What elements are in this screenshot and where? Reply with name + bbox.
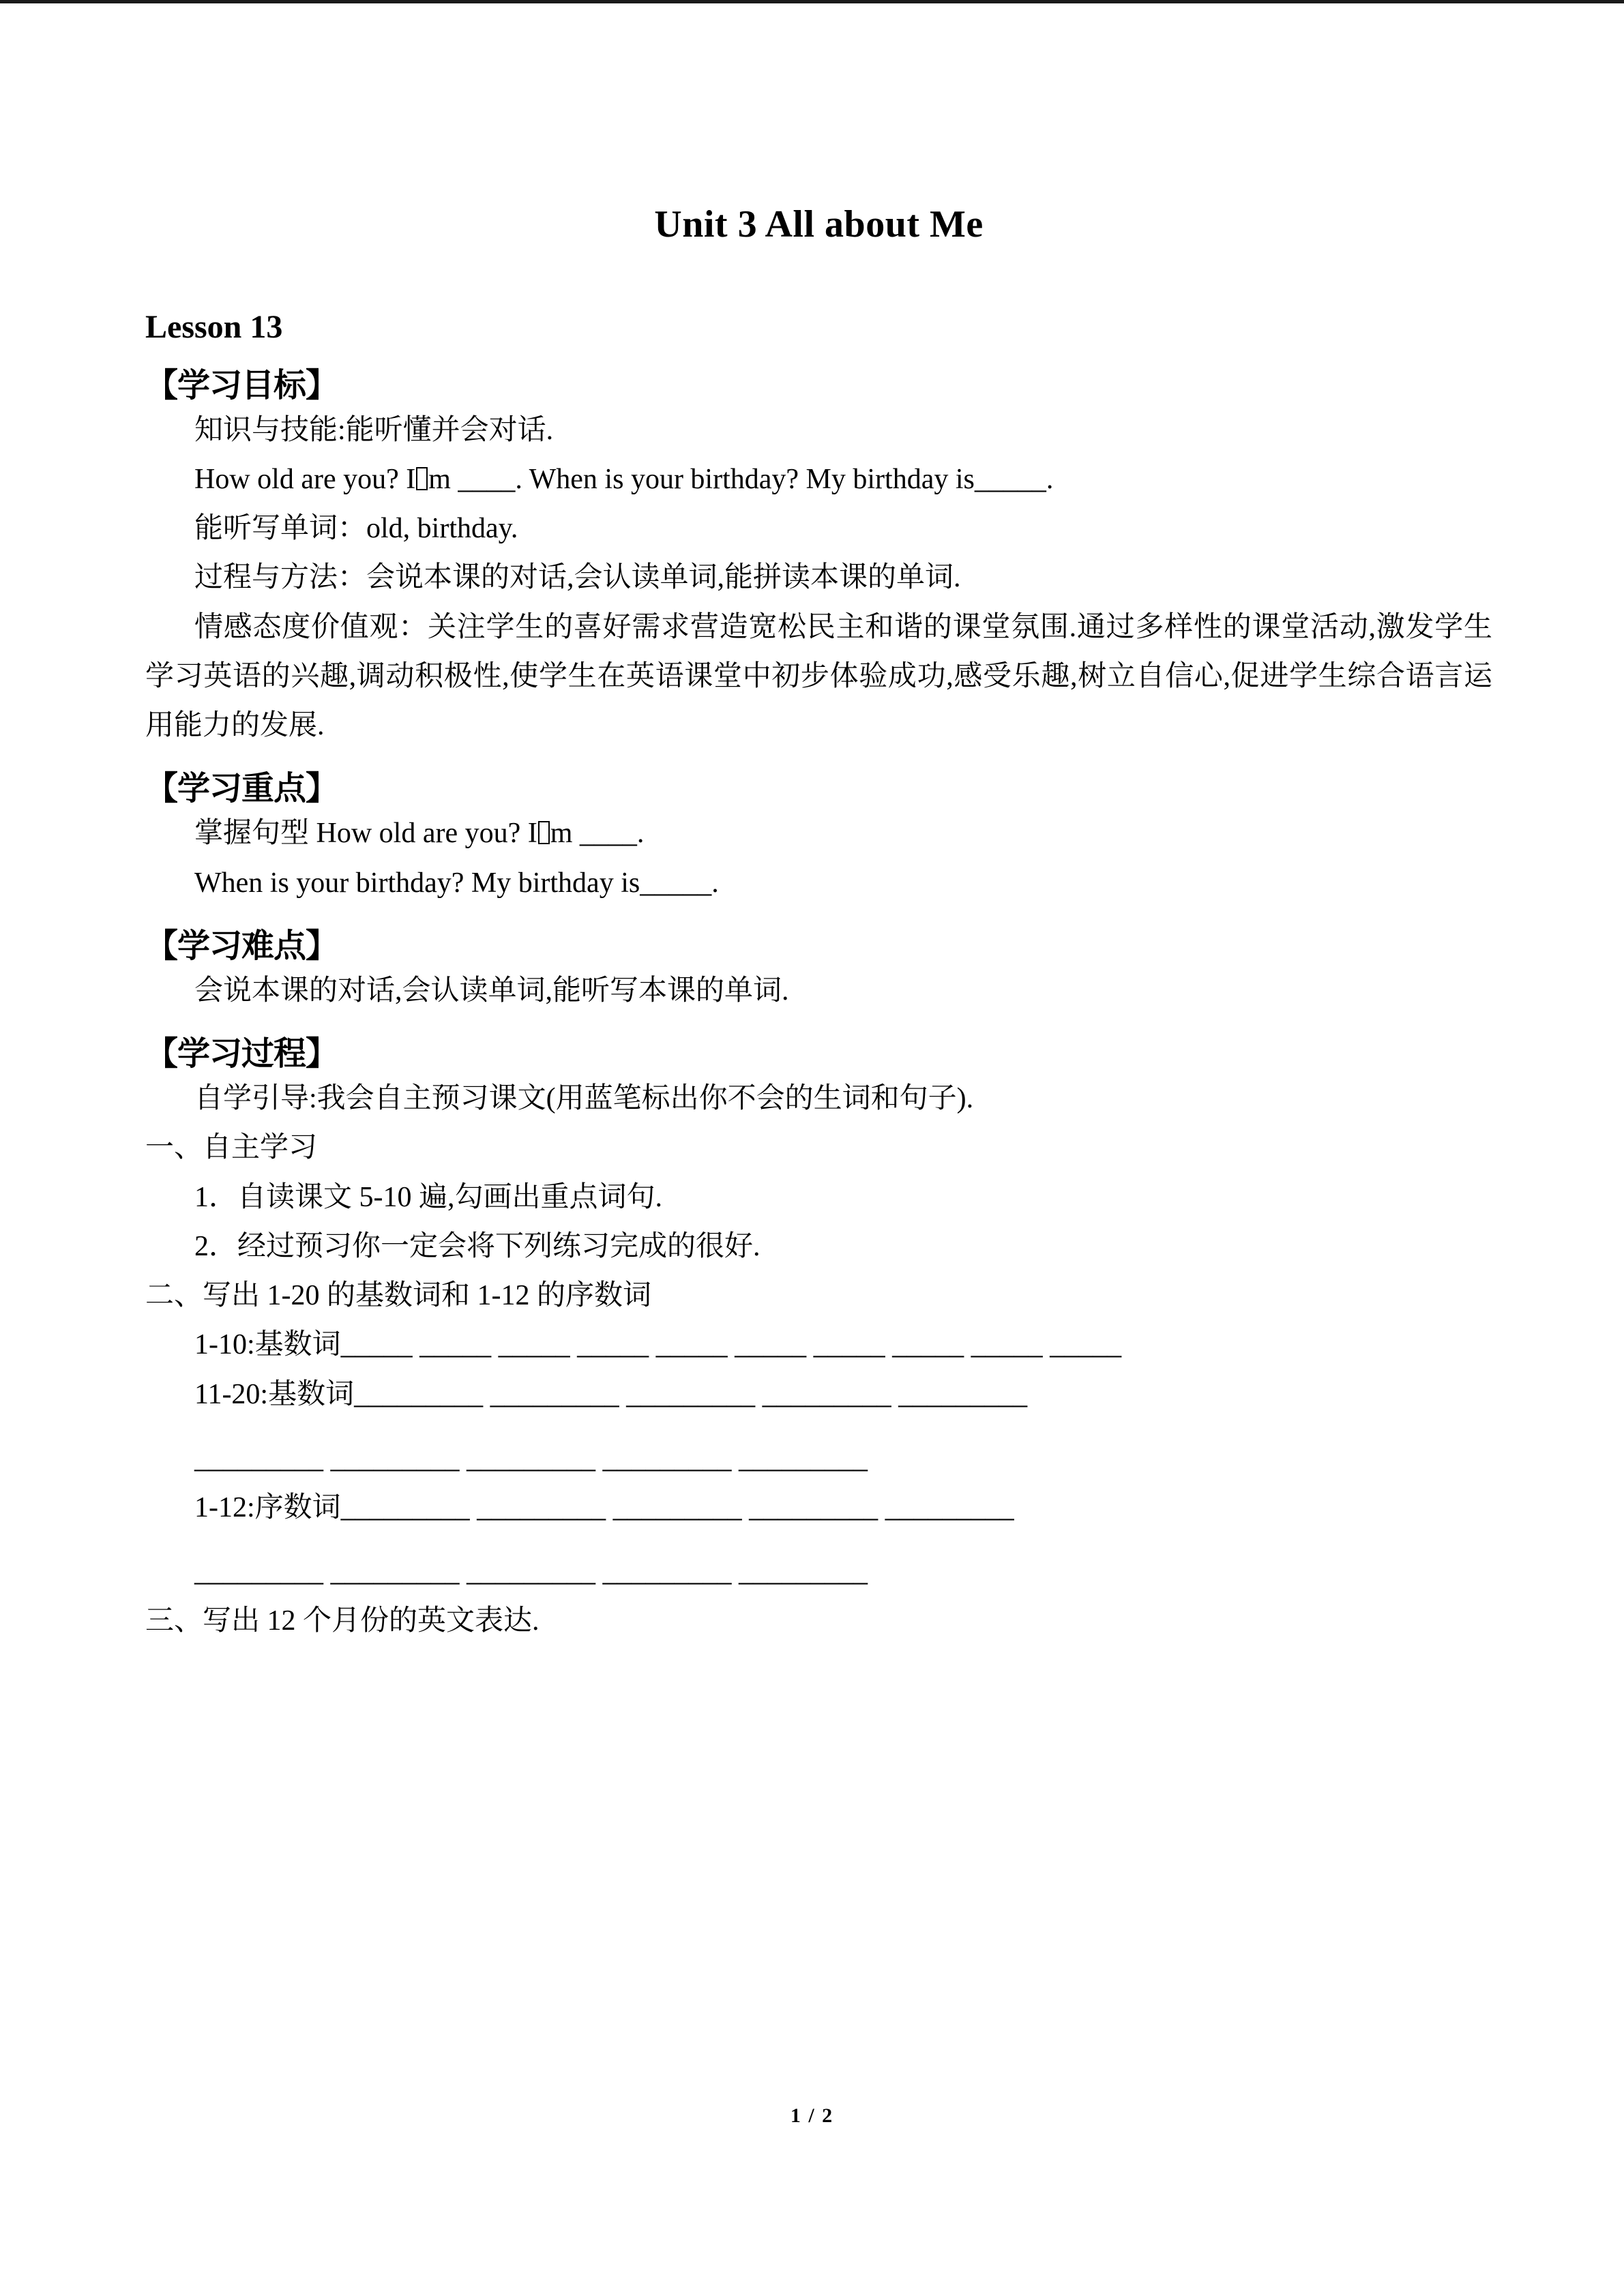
cardinal-11-20-blanks-continued[interactable]: _________ _________ _________ _________ _________ <box>194 1442 868 1474</box>
process-guide-line: 自学引导:我会自主预习课文(用蓝笔标出你不会的生词和句子). <box>194 1083 974 1115</box>
cardinal-1-10-blanks[interactable]: _____ _____ _____ _____ _____ _____ _____ _____ _____ _____ <box>340 1329 1122 1361</box>
lesson-heading: Lesson 13 <box>145 309 283 346</box>
cardinal-1-10-row <box>145 1320 1492 1369</box>
objective-attitude-paragraph: 情感态度价值观：关注学生的喜好需求营造宽松民主和谐的课堂氛围.通过多样性的课堂活动,激发学生学习英语的兴趣,调动积极性,使学生在英语课堂中初步体验成功,感受乐趣,树立自信心,促进学生综合语言运用能力的发展. <box>145 611 1492 742</box>
section-heading-objectives: 【学习目标】 <box>145 366 338 404</box>
missing-glyph-icon <box>538 821 550 844</box>
cardinal-1-10-label: 1-10:基数词 <box>194 1329 341 1361</box>
process-item-1: 1．自读课文 5-10 遍,勾画出重点词句. <box>194 1181 662 1213</box>
process-section-two: 二、写出 1-20 的基数词和 1-12 的序数词 <box>145 1280 651 1312</box>
process-item-2: 2．经过预习你一定会将下列练习完成的很好. <box>194 1230 761 1262</box>
objective-sentence-line <box>145 455 1492 504</box>
page-footer: 1 / 2 <box>790 2104 834 2127</box>
spacer <box>145 1419 1492 1434</box>
cardinal-11-20-row <box>145 1370 1492 1419</box>
key-point-prefix: 掌握句型 How old are you? I <box>194 818 537 850</box>
objective-knowledge-line: 知识与技能:能听懂并会对话. <box>194 414 554 446</box>
key-point-suffix: m ____. <box>550 818 645 850</box>
objective-words-line: 能听写单词：old, birthday. <box>194 513 518 545</box>
process-section-three: 三、写出 12 个月份的英文表达. <box>145 1605 540 1637</box>
section-heading-process: 【学习过程】 <box>145 1034 338 1073</box>
objective-process-line: 过程与方法：会说本课的对话,会认读单词,能拼读本课的单词. <box>194 562 961 594</box>
cardinal-11-20-label: 11-20:基数词 <box>194 1378 355 1410</box>
ordinal-1-12-blanks[interactable]: _________ _________ _________ _________ _________ <box>340 1492 1014 1523</box>
missing-glyph-icon <box>416 467 428 490</box>
process-section-one: 一、自主学习 <box>145 1132 318 1164</box>
ordinal-1-12-blanks-continued[interactable]: _________ _________ _________ _________ _________ <box>194 1556 868 1588</box>
objective-sentence-suffix: m ____. When is your birthday? My birthday is_____. <box>428 464 1054 496</box>
key-point-line-2: When is your birthday? My birthday is_____. <box>194 867 719 899</box>
document-title: Unit 3 All about Me <box>654 203 984 245</box>
spacer <box>145 1532 1492 1547</box>
key-point-line-1 <box>145 809 1492 858</box>
section-heading-difficulties: 【学习难点】 <box>145 926 338 965</box>
ordinal-1-12-label: 1-12:序数词 <box>194 1492 341 1523</box>
section-heading-key-points: 【学习重点】 <box>145 769 338 808</box>
difficulty-line-1: 会说本课的对话,会认读单词,能听写本课的单词. <box>194 974 789 1007</box>
ordinal-1-12-row <box>145 1483 1492 1532</box>
cardinal-11-20-blanks[interactable]: _________ _________ _________ _________ _________ <box>354 1378 1028 1410</box>
objective-sentence-prefix: How old are you? I <box>194 464 416 496</box>
document-content <box>145 0 1492 1646</box>
